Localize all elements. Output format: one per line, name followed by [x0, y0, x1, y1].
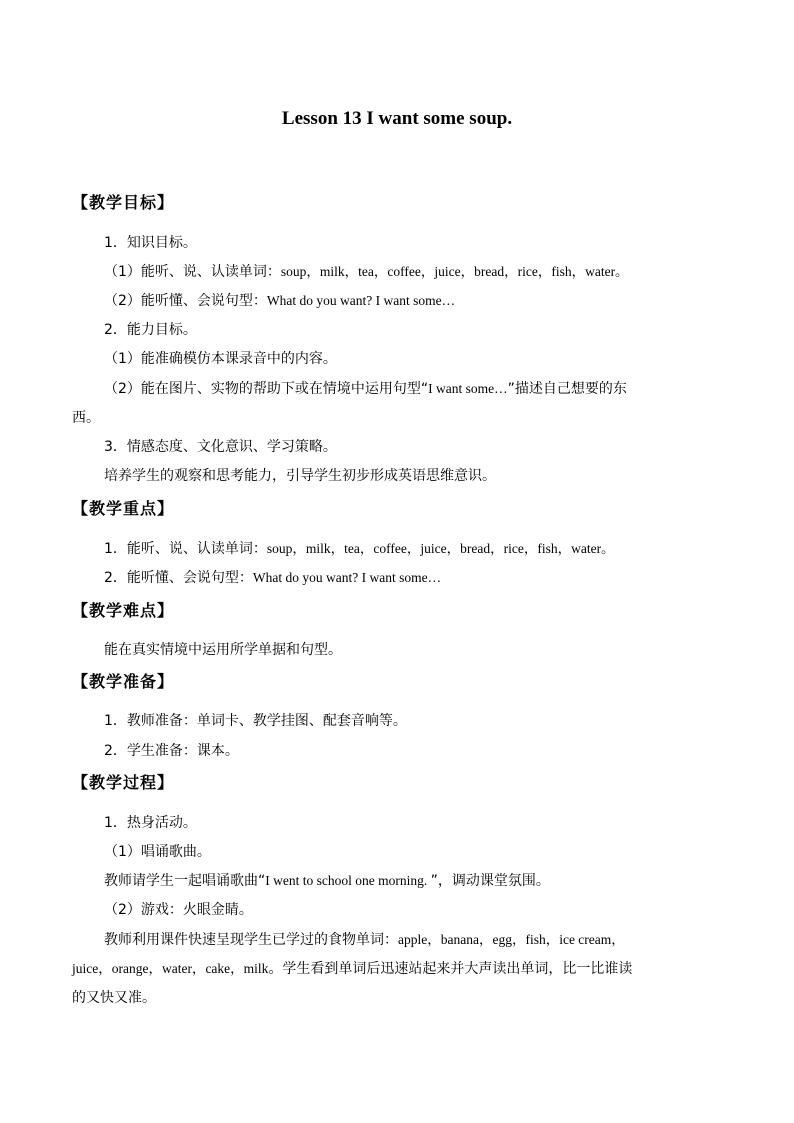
goals-line-6-sentence: I want some… [428, 381, 508, 396]
process-line-5-words: apple，banana，egg，fish，ice cream， [398, 932, 625, 947]
goals-line-2 [104, 262, 629, 282]
heading-key-points: 【教学重点】 [72, 499, 175, 518]
goals-line-7: 3．情感态度、文化意识、学习策略。 [104, 439, 337, 455]
goals-line-3 [104, 291, 455, 311]
process-line-5-text: 教师利用课件快速呈现学生已学过的食物单词： [104, 932, 398, 948]
process-line-2: （1）唱诵歌曲。 [104, 844, 211, 860]
key-line-2 [104, 568, 441, 588]
key-line-1 [104, 539, 615, 559]
key-line-1-text: 1．能听、说、认读单词： [104, 541, 267, 557]
goals-line-6-text-end: ”描述自己想要的东 [507, 381, 627, 397]
goals-line-3-sentence: What do you want? I want some… [266, 293, 456, 308]
process-line-3-song: I went to school one morning. [265, 873, 431, 888]
goals-line-8: 培养学生的观察和思考能力，引导学生初步形成英语思维意识。 [104, 468, 496, 484]
process-line-6-text: 。学生看到单词后迅速站起来并大声读出单词，比一比谁读 [268, 961, 633, 977]
goals-line-6-continued: 西。 [72, 410, 100, 426]
process-line-1: 1．热身活动。 [104, 815, 197, 831]
heading-process: 【教学过程】 [72, 773, 175, 792]
heading-difficulty: 【教学难点】 [72, 601, 175, 620]
goals-line-2-text: （1）能听、说、认读单词： [104, 264, 281, 280]
process-line-6-words: juice，orange，water，cake，milk [72, 961, 269, 976]
goals-line-5: （1）能准确模仿本课录音中的内容。 [104, 351, 337, 367]
lesson-title: Lesson 13 I want some soup. [281, 108, 513, 129]
goals-line-4: 2．能力目标。 [104, 322, 197, 338]
goals-line-6-text: （2）能在图片、实物的帮助下或在情境中运用句型“ [104, 381, 429, 397]
goals-line-6 [104, 379, 627, 399]
goals-line-3-text: （2）能听懂、会说句型： [104, 293, 267, 309]
key-line-2-sentence: What do you want? I want some… [252, 570, 442, 585]
process-line-6 [72, 959, 632, 979]
prep-line-2: 2．学生准备：课本。 [104, 743, 239, 759]
goals-line-2-words: soup，milk，tea，coffee，juice，bread，rice，fish，water。 [280, 264, 629, 279]
heading-teaching-goals: 【教学目标】 [72, 193, 175, 212]
prep-line-1: 1．教师准备：单词卡、教学挂图、配套音响等。 [104, 713, 407, 729]
process-line-3-text-end: ”，调动课堂氛围。 [430, 873, 550, 889]
process-line-5 [104, 930, 625, 950]
heading-preparation: 【教学准备】 [72, 672, 175, 691]
goals-line-1: 1．知识目标。 [104, 235, 197, 251]
process-line-7: 的又快又准。 [72, 990, 156, 1006]
process-line-3 [104, 871, 550, 891]
key-line-1-words: soup，milk，tea，coffee，juice，bread，rice，fish，water。 [266, 541, 615, 556]
process-line-4: （2）游戏：火眼金睛。 [104, 902, 253, 918]
process-line-3-text: 教师请学生一起唱诵歌曲“ [104, 873, 266, 889]
difficulty-line-1: 能在真实情境中运用所学单据和句型。 [104, 642, 342, 658]
key-line-2-text: 2．能听懂、会说句型： [104, 570, 253, 586]
